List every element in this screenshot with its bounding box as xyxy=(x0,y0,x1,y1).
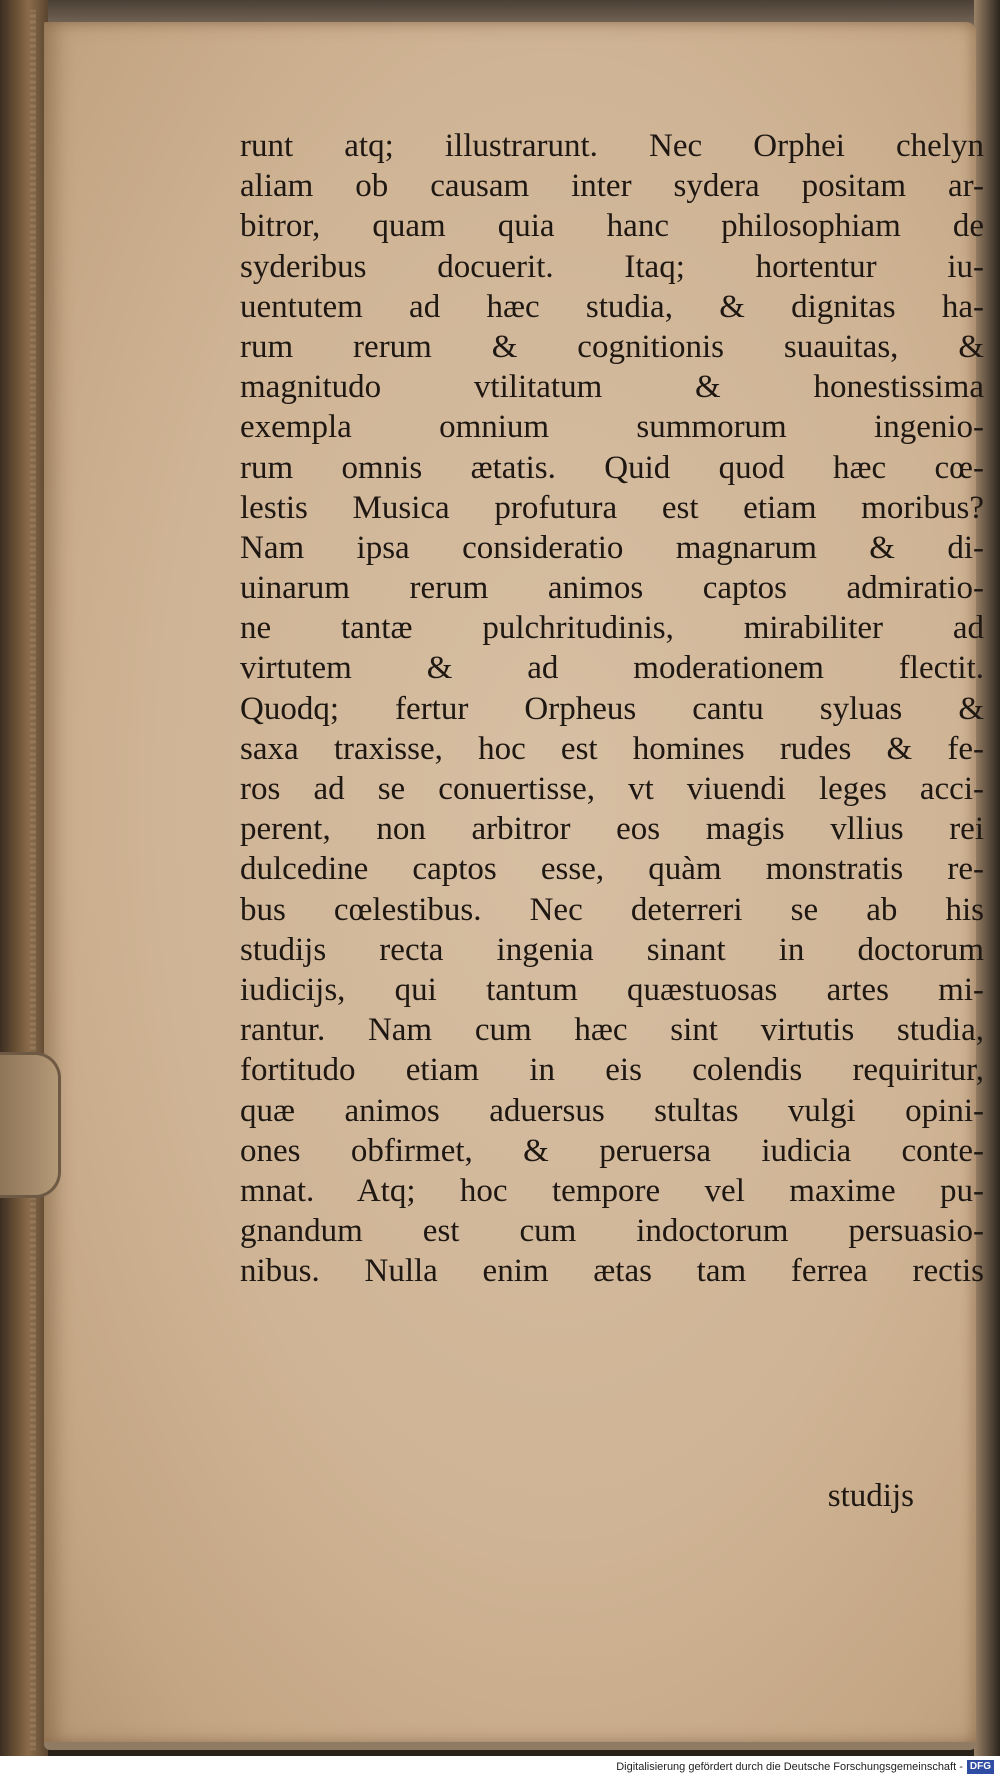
text-line: exempla omnium summorum ingenio- xyxy=(240,409,984,446)
text-line: virtutem & ad moderationem flectit. xyxy=(240,650,984,687)
text-line: studijs recta ingenia sinant in doctorum xyxy=(240,931,984,968)
text-line: uentutem ad hæc studia, & dignitas ha- xyxy=(240,288,984,325)
text-line: Quodq; fertur Orpheus cantu syluas & xyxy=(240,690,984,727)
text-line: dulcedine captos esse, quàm monstratis re- xyxy=(240,851,984,888)
book-clasp xyxy=(0,1052,61,1198)
text-line: bitror, quam quia hanc philosophiam de xyxy=(240,208,984,245)
text-line: ros ad se conuertisse, vt viuendi leges acci- xyxy=(240,771,984,807)
text-line: Nam ipsa consideratio magnarum & di- xyxy=(240,529,984,566)
text-line: iudicijs, qui tantum quæstuosas artes mi- xyxy=(240,971,984,1008)
book-page xyxy=(44,22,984,1744)
text-line: gnandum est cum indoctorum persuasio- xyxy=(240,1213,984,1250)
text-line: runt atq; illustrarunt. Nec Orphei chelyn xyxy=(240,128,984,164)
credit-text: Digitalisierung gefördert durch die Deutsche Forschungsgemeinschaft - xyxy=(616,1761,963,1773)
text-line: mnat. Atq; hoc tempore vel maxime pu- xyxy=(240,1172,984,1209)
text-line: perent, non arbitror eos magis vllius rei xyxy=(240,811,984,848)
book-spine xyxy=(0,0,48,1779)
dfg-logo: DFG xyxy=(967,1760,994,1774)
text-line: saxa traxisse, hoc est homines rudes & fe- xyxy=(240,730,984,767)
text-line: rum rerum & cognitionis suauitas, & xyxy=(240,328,984,365)
text-line: aliam ob causam inter sydera positam ar- xyxy=(240,168,984,205)
page-text-block xyxy=(240,126,984,1291)
text-line: syderibus docuerit. Itaq; hortentur iu- xyxy=(240,248,984,285)
text-line: rum omnis ætatis. Quid quod hæc cœ- xyxy=(240,449,984,486)
text-line: nibus. Nulla enim ætas tam ferrea rectis xyxy=(240,1253,984,1290)
text-line: lestis Musica profutura est etiam moribus? xyxy=(240,489,984,526)
text-line: fortitudo etiam in eis colendis requiritur, xyxy=(240,1052,984,1089)
text-line: rantur. Nam cum hæc sint virtutis studia, xyxy=(240,1012,984,1049)
digitization-credit xyxy=(0,1756,1000,1779)
text-line: uinarum rerum animos captos admiratio- xyxy=(240,570,984,607)
text-line: ne tantæ pulchritudinis, mirabiliter ad xyxy=(240,610,984,647)
text-line: ones obfirmet, & peruersa iudicia conte- xyxy=(240,1132,984,1169)
text-line: quæ animos aduersus stultas vulgi opini- xyxy=(240,1092,984,1129)
text-line: magnitudo vtilitatum & honestissima xyxy=(240,369,984,406)
catchword: studijs xyxy=(827,1478,914,1514)
text-line: bus cœlestibus. Nec deterreri se ab his xyxy=(240,891,984,928)
